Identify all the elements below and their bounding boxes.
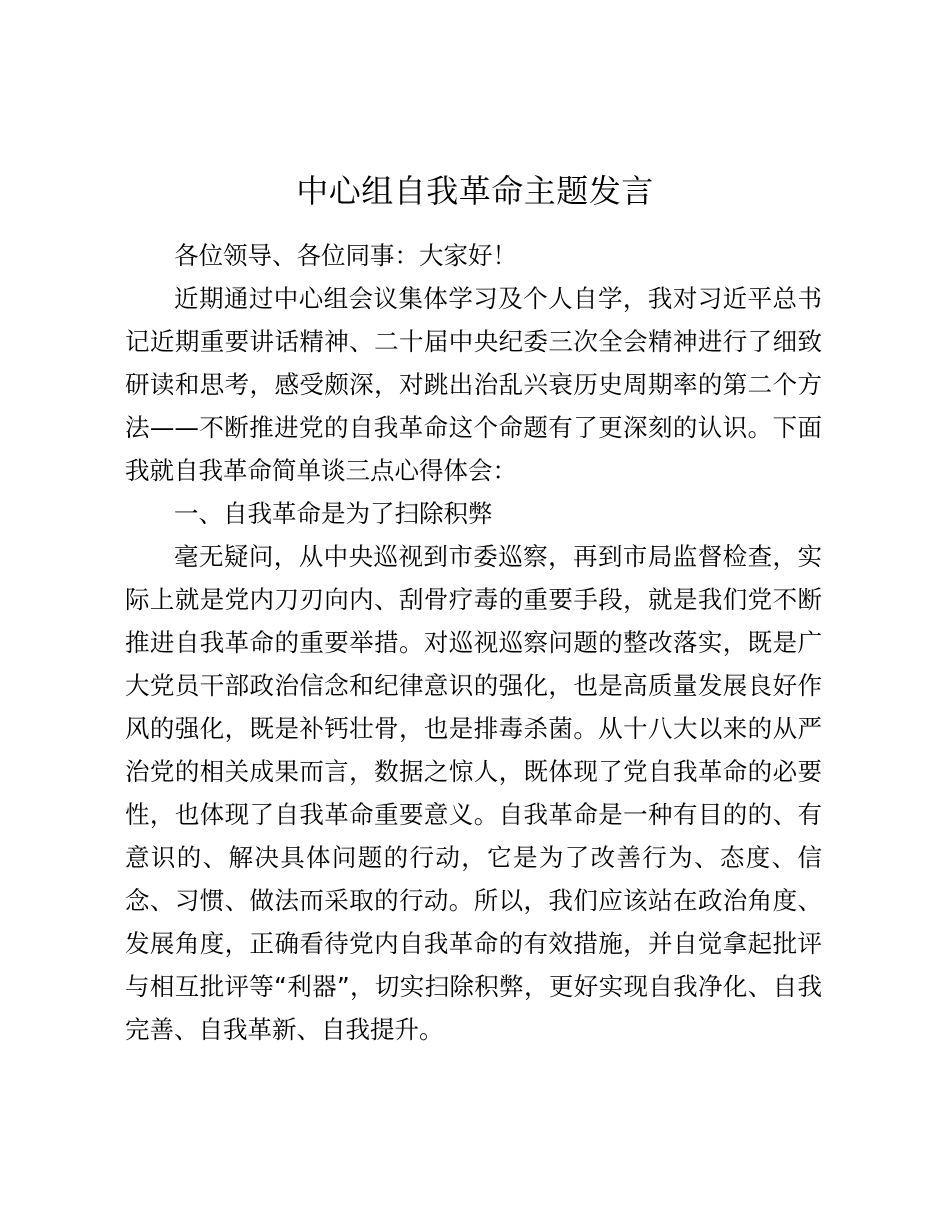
document-body: [125, 234, 822, 1051]
greeting-paragraph: 各位领导、各位同事：大家好！: [174, 241, 517, 270]
section-heading: 一、自我革命是为了扫除积弊: [174, 499, 493, 528]
intro-paragraph: 近期通过中心组会议集体学习及个人自学，我对习近平总书记近期重要讲话精神、二十届中央纪委三次全会精神进行了细致研读和思考，感受颇深，对跳出治乱兴衰历史周期率的第二个方法——不断推进党的自我革命这个命题有了更深刻的认识。下面我就自我革命简单谈三点心得体会：: [125, 284, 822, 485]
section-body-paragraph: 毫无疑问，从中央巡视到市委巡察，再到市局监督检查，实际上就是党内刀刃向内、刮骨疗毒的重要手段，就是我们党不断推进自我革命的重要举措。对巡视巡察问题的整改落实，既是广大党员干部政治信念和纪律意识的强化，也是高质量发展良好作风的强化，既是补钙壮骨，也是排毒杀菌。从十八大以来的从严治党的相关成果而言，数据之惊人，既体现了党自我革命的必要性，也体现了自我革命重要意义。自我革命是一种有目的的、有意识的、解决具体问题的行动，它是为了改善行为、态度、信念、习惯、做法而采取的行动。所以，我们应该站在政治角度、发展角度，正确看待党内自我革命的有效措施，并自觉拿起批评与相互批评等“利器”，切实扫除积弊，更好实现自我净化、自我完善、自我革新、自我提升。: [125, 542, 822, 1044]
document-title: 中心组自我革命主题发言: [296, 172, 654, 210]
